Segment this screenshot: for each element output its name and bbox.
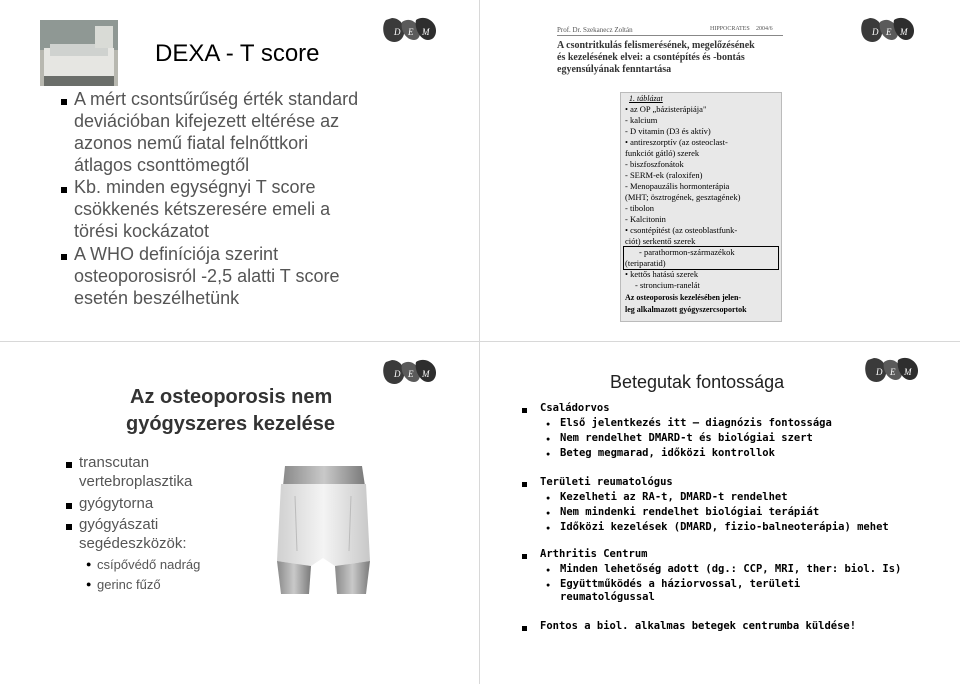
group-heading: Fontos a biol. alkalmas betegek centrumba küldése! — [540, 620, 857, 632]
table-item: - tibolon — [625, 203, 655, 213]
group-heading: Területi reumatológus — [540, 476, 673, 488]
scanned-table — [620, 92, 782, 322]
slide-title-line: gyógyszeres kezelése — [126, 413, 336, 435]
table-item: funkciót gátló) szerek — [625, 148, 700, 158]
bullet-line: azonos nemű fiatal felnőttkori — [74, 133, 309, 153]
table-item: • antireszorptív (az osteoclast- — [625, 137, 728, 147]
table-item: - kalcium — [625, 115, 658, 125]
svg-text:E: E — [408, 369, 414, 379]
table-item: - stroncium-ranelát — [635, 280, 700, 290]
bullet-line: csökkenés kétszeresére emeli a — [74, 199, 331, 219]
bathtub-image — [40, 20, 118, 86]
svg-text:D: D — [876, 367, 883, 377]
table-item: (teriparatid) — [625, 258, 666, 268]
group-item: Első jelentkezés itt – diagnózis fontossága — [560, 417, 832, 429]
table-item: ciót) serkentő szerek — [625, 236, 696, 246]
sub-bullet-line: gerinc fűző — [97, 577, 161, 592]
sub-bullet-icon: ● — [546, 582, 551, 589]
bullet-line: vertebroplasztika — [79, 473, 193, 490]
article-rule — [557, 35, 783, 36]
bullet-icon — [66, 524, 72, 530]
bullet-line: Kb. minden egységnyi T score — [74, 177, 316, 197]
table-item: - SERM-ek (raloxifen) — [625, 170, 703, 180]
bullet-line: törési kockázatot — [74, 221, 210, 241]
table-item: (MHT; ösztrogének, gesztagének) — [625, 192, 741, 202]
sub-bullet-line: csípővédő nadrág — [97, 557, 201, 572]
slide-title-line: Az osteoporosis nem — [130, 386, 333, 408]
hip-protector-photo — [275, 466, 372, 594]
svg-text:D: D — [394, 369, 401, 379]
logo-icon — [380, 14, 440, 46]
sub-bullet-icon: ● — [546, 495, 551, 502]
group-item: reumatológussal — [560, 591, 655, 603]
bullet-icon — [66, 462, 72, 468]
bullet-line: deviációban kifejezett eltérése az — [74, 111, 340, 131]
bullet-icon — [61, 187, 67, 193]
article-heading-line: A csontritkulás felismerésének, megelőzésének — [557, 40, 755, 51]
bullet-icon — [522, 626, 527, 631]
svg-text:E: E — [890, 367, 896, 377]
bullet-line: segédeszközök: — [79, 535, 187, 552]
article-heading-line: egyensúlyának fenntartása — [557, 64, 672, 75]
slide-patient-pathways — [480, 342, 960, 684]
svg-text:E: E — [886, 27, 892, 37]
svg-text:M: M — [422, 369, 430, 379]
bullet-line: osteoporosisról -2,5 alatti T score — [74, 266, 340, 286]
table-item: - Kalcitonin — [625, 214, 666, 224]
svg-text:M: M — [422, 27, 430, 37]
table-item: - Menopauzális hormonterápia — [625, 181, 730, 191]
sub-bullet-icon: ● — [546, 525, 551, 532]
slide-dexa — [0, 0, 479, 341]
sub-bullet-icon: ● — [86, 579, 92, 589]
slide-nonpharma — [0, 342, 479, 684]
bullet-icon — [66, 503, 72, 509]
table-item: • csontépítést (az osteoblastfunk- — [625, 225, 738, 235]
table-caption: leg alkalmazott gyógyszercsoportok — [625, 305, 747, 314]
table-caption: Az osteoporosis kezelésében jelen- — [625, 293, 742, 302]
logo-icon — [858, 14, 918, 46]
bullet-icon — [522, 554, 527, 559]
bullet-line: átlagos csonttömegtől — [74, 155, 250, 175]
group-heading: Családorvos — [540, 402, 610, 414]
table-item: - D vitamin (D3 és aktív) — [625, 126, 711, 136]
sub-bullet-icon: ● — [546, 421, 551, 428]
logo-icon — [862, 354, 922, 386]
slide-article — [480, 0, 960, 341]
bullet-line: transcutan — [79, 454, 150, 471]
bullet-line: esetén beszélhetünk — [74, 288, 240, 308]
logo-icon — [380, 356, 440, 388]
bullet-line: A mért csontsűrűség érték standard — [74, 89, 359, 109]
table-item: • az OP „bázisterápiája" — [625, 104, 707, 114]
bullet-line: gyógytorna — [79, 495, 154, 512]
svg-text:D: D — [394, 27, 401, 37]
group-item: Kezelheti az RA-t, DMARD-t rendelhet — [560, 491, 788, 503]
sub-bullet-icon: ● — [86, 559, 92, 569]
slide-title: DEXA - T score — [155, 40, 320, 67]
article-journal-meta: 2004/6 — [756, 26, 773, 32]
svg-text:D: D — [872, 27, 879, 37]
bullet-icon — [522, 408, 527, 413]
bullet-icon — [61, 99, 67, 105]
group-item: Időközi kezelések (DMARD, fizio-balneoterápia) mehet — [560, 521, 889, 533]
sub-bullet-icon: ● — [546, 510, 551, 517]
group-item: Beteg megmarad, időközi kontrollok — [560, 447, 775, 459]
group-item: Nem rendelhet DMARD-t és biológiai szert — [560, 432, 813, 444]
group-item: Együttműködés a háziorvossal, területi — [560, 578, 801, 590]
svg-text:M: M — [900, 27, 908, 37]
bullet-icon — [522, 482, 527, 487]
group-item: Nem mindenki rendelhet biológiai terápiát — [560, 506, 820, 518]
bullet-icon — [61, 254, 67, 260]
group-heading: Arthritis Centrum — [540, 548, 648, 560]
article-heading-line: és kezelésének elvei: a csontépítés és -bontás — [557, 52, 745, 63]
table-item: - biszfoszfonátok — [625, 159, 684, 169]
slide-title: Betegutak fontossága — [610, 372, 785, 392]
bullet-line: gyógyászati — [79, 516, 159, 533]
group-item: Minden lehetőség adott (dg.: CCP, MRI, ther: biol. Is) — [560, 563, 902, 575]
sub-bullet-icon: ● — [546, 436, 551, 443]
article-author: Prof. Dr. Szekanecz Zoltán — [557, 26, 633, 34]
table-label: 1. táblázat — [629, 94, 663, 103]
svg-text:E: E — [408, 27, 414, 37]
sub-bullet-icon: ● — [546, 567, 551, 574]
table-item: - parathormon-származékok — [639, 247, 735, 257]
bullet-line: A WHO definíciója szerint — [74, 244, 279, 264]
article-journal: HIPPOCRATES — [710, 26, 750, 32]
svg-text:M: M — [904, 367, 912, 377]
sub-bullet-icon: ● — [546, 451, 551, 458]
table-item: • kettős hatású szerek — [625, 269, 699, 279]
